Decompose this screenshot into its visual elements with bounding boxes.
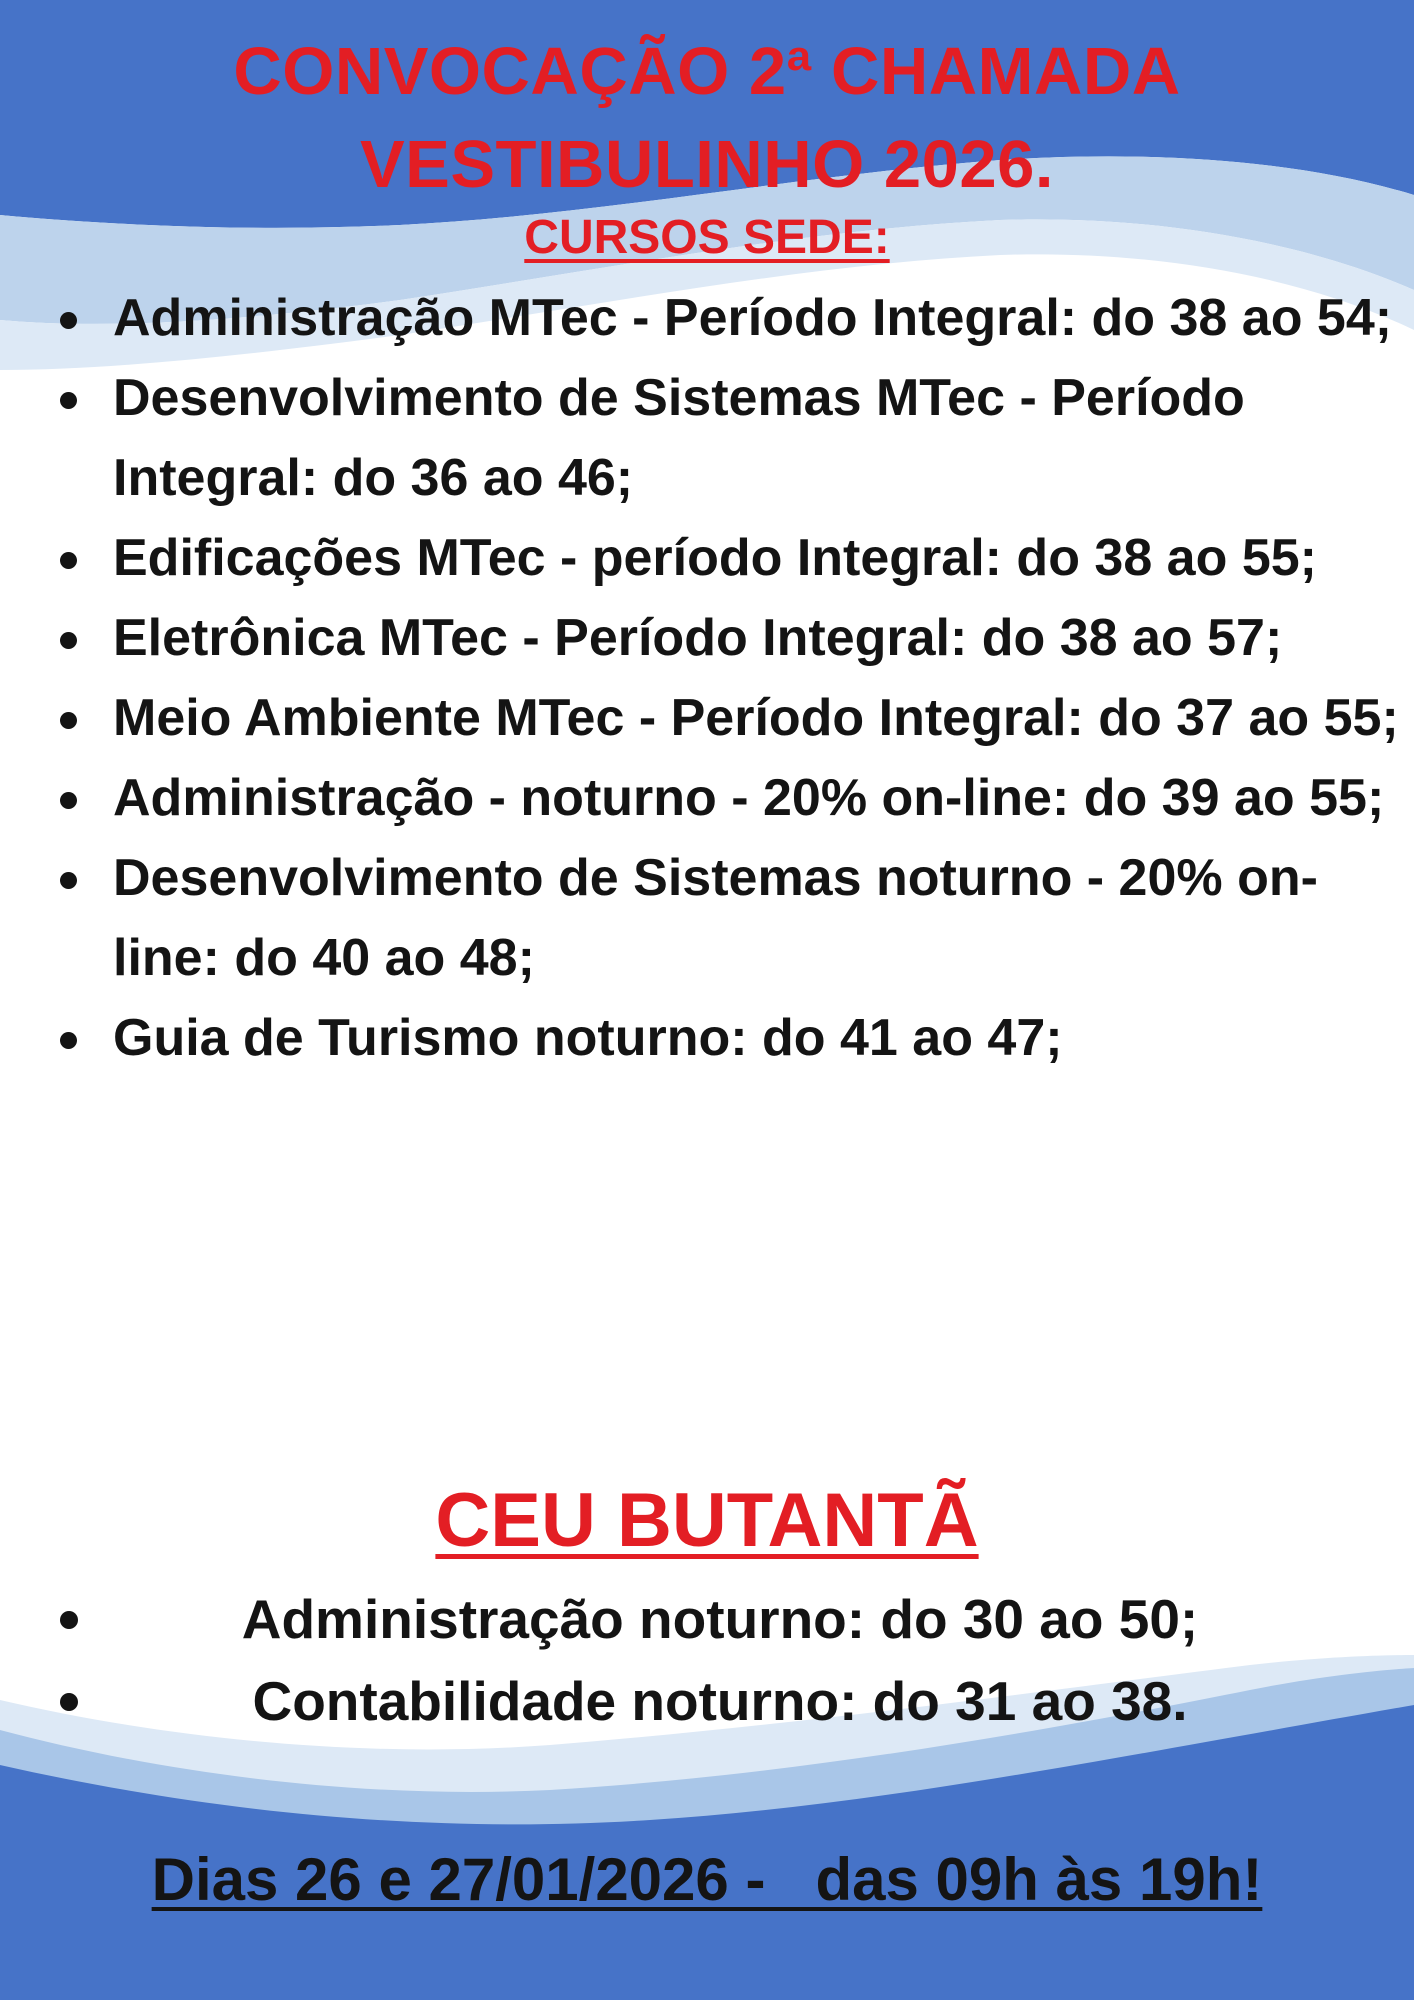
schedule-footer: Dias 26 e 27/01/2026 - das 09h às 19h!: [151, 1846, 1263, 1913]
list-item-label: Contabilidade noturno: do 31 ao 38.: [252, 1670, 1188, 1732]
list-item: Desenvolvimento de Sistemas MTec - Período Integral: do 36 ao 46;: [60, 358, 1400, 518]
list-item: Edificações MTec - período Integral: do 38 ao 55;: [60, 518, 1400, 598]
list-item: [60, 1660, 1400, 1742]
list-item: Desenvolvimento de Sistemas noturno - 20% on-line: do 40 ao 48;: [60, 838, 1400, 998]
list-item-label: Administração noturno: do 30 ao 50;: [241, 1588, 1199, 1650]
list-item: [60, 1578, 1400, 1660]
list-item: Eletrônica MTec - Período Integral: do 38 ao 57;: [60, 598, 1400, 678]
section-heading-sede: CURSOS SEDE:: [524, 211, 890, 264]
page-title-line-2: VESTIBULINHO 2026.: [359, 127, 1055, 202]
list-item: Guia de Turismo noturno: do 41 ao 47;: [60, 998, 1400, 1078]
section-heading-ceu: CEU BUTANTÃ: [435, 1478, 979, 1563]
sede-course-list: [60, 278, 1400, 1078]
list-item: Administração MTec - Período Integral: do 38 ao 54;: [60, 278, 1400, 358]
ceu-course-list: [60, 1578, 1400, 1742]
page-title-line-1: CONVOCAÇÃO 2ª CHAMADA: [233, 34, 1181, 109]
list-item: Administração - noturno - 20% on-line: do 39 ao 55;: [60, 758, 1400, 838]
list-item: Meio Ambiente MTec - Período Integral: do 37 ao 55;: [60, 678, 1400, 758]
